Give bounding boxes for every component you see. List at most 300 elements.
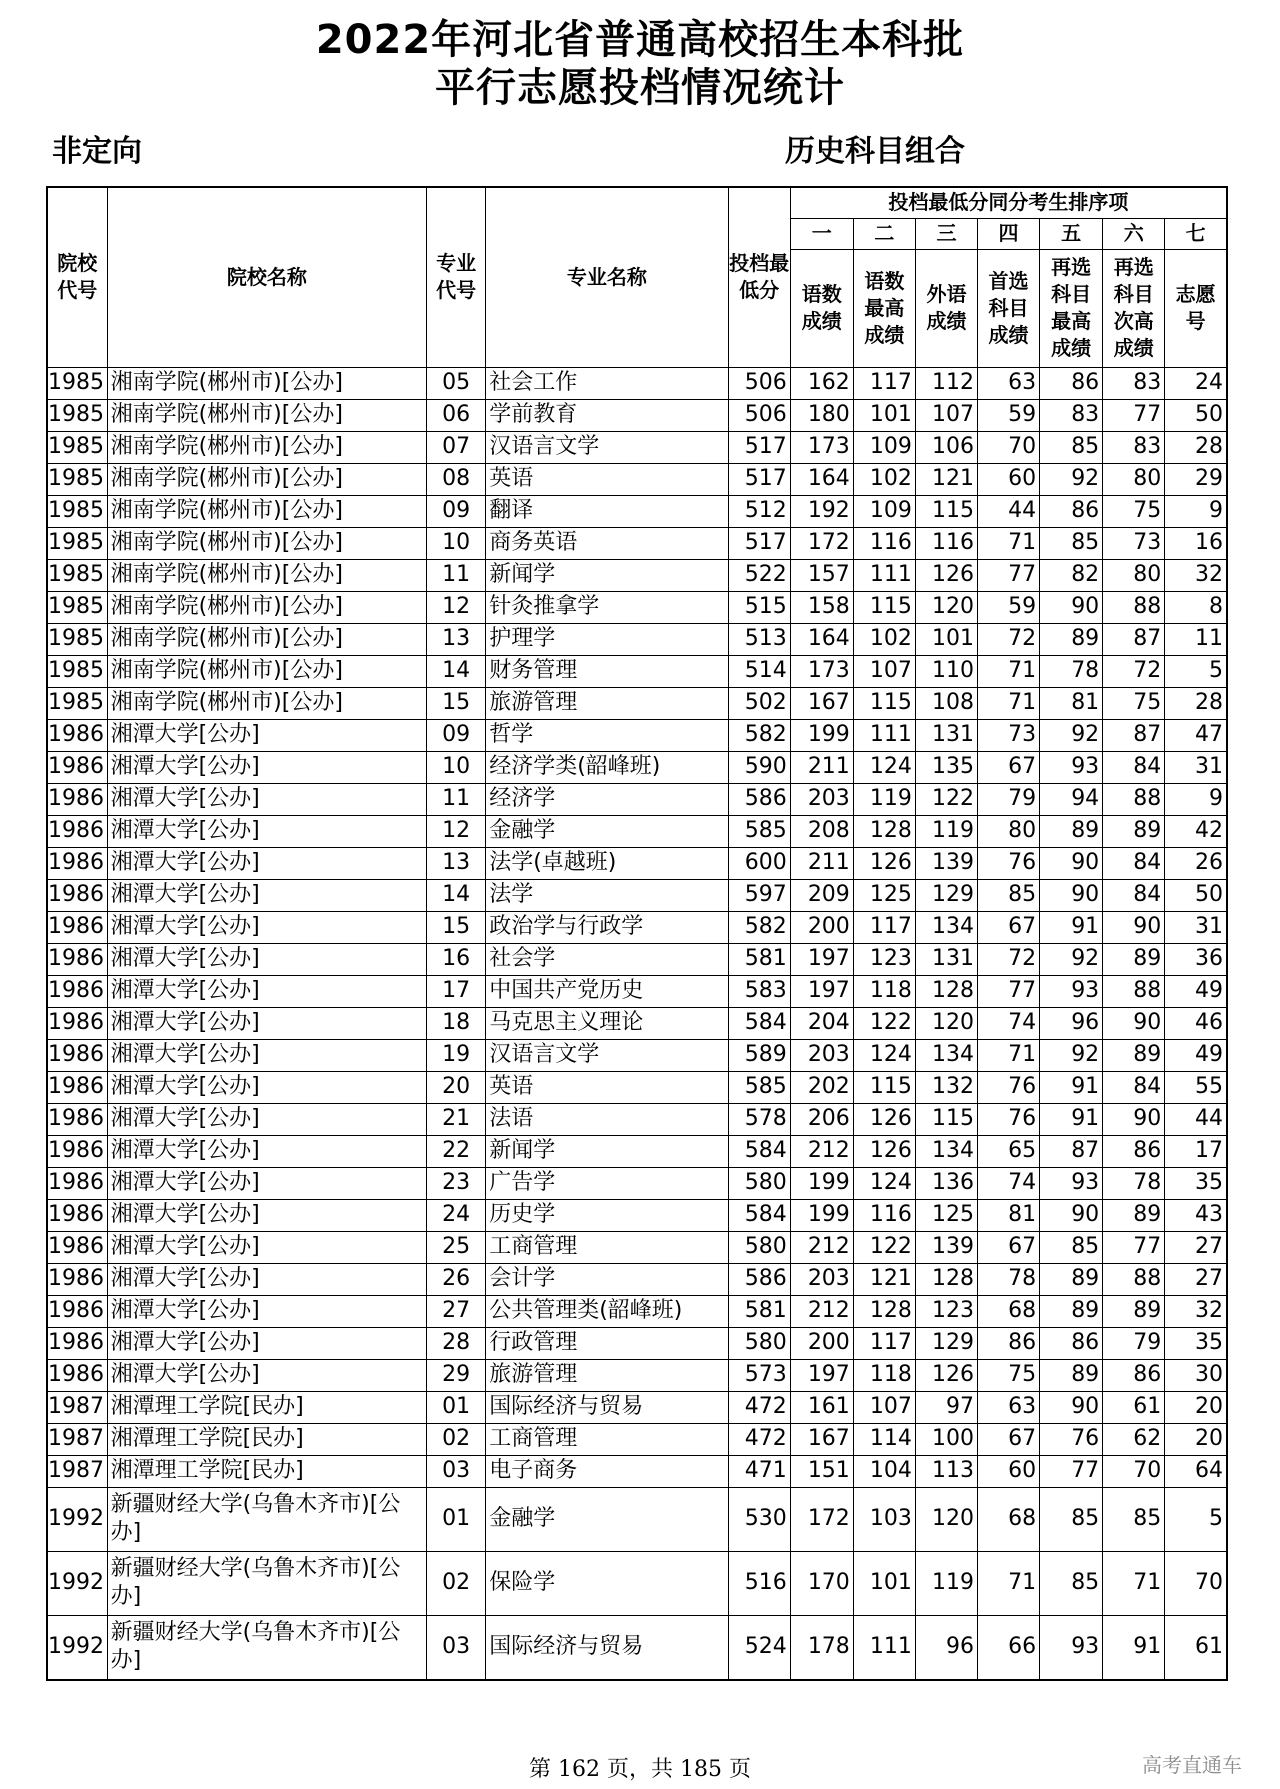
cell-rank-7: 5 bbox=[1165, 1487, 1227, 1551]
header-rank-number: 一 bbox=[790, 218, 853, 249]
table-row bbox=[47, 1615, 1227, 1680]
cell-rank-5: 89 bbox=[1040, 1295, 1103, 1327]
cell-rank-4: 74 bbox=[978, 1167, 1040, 1199]
cell-major-name: 旅游管理 bbox=[486, 1359, 728, 1391]
cell-rank-2: 116 bbox=[853, 527, 915, 559]
cell-rank-5: 85 bbox=[1040, 1487, 1103, 1551]
cell-rank-3: 122 bbox=[915, 783, 977, 815]
cell-rank-7: 28 bbox=[1165, 431, 1227, 463]
watermark: 高考直通车 bbox=[1142, 1753, 1242, 1777]
cell-rank-4: 66 bbox=[978, 1615, 1040, 1680]
cell-major-code: 17 bbox=[427, 975, 486, 1007]
cell-rank-6: 88 bbox=[1103, 591, 1165, 623]
cell-rank-1: 173 bbox=[790, 431, 853, 463]
cell-rank-7: 9 bbox=[1165, 783, 1227, 815]
cell-major-code: 21 bbox=[427, 1103, 486, 1135]
cell-school-name: 湘潭大学[公办] bbox=[107, 1327, 427, 1359]
cell-rank-4: 60 bbox=[978, 463, 1040, 495]
cell-rank-3: 128 bbox=[915, 1263, 977, 1295]
cell-school-code: 1986 bbox=[47, 1199, 107, 1231]
cell-major-name: 针灸推拿学 bbox=[486, 591, 728, 623]
cell-rank-6: 88 bbox=[1103, 975, 1165, 1007]
cell-rank-3: 129 bbox=[915, 1327, 977, 1359]
cell-rank-5: 90 bbox=[1040, 847, 1103, 879]
cell-major-code: 13 bbox=[427, 847, 486, 879]
cell-school-name: 新疆财经大学(乌鲁木齐市)[公办] bbox=[107, 1615, 427, 1680]
cell-major-code: 10 bbox=[427, 751, 486, 783]
cell-rank-5: 93 bbox=[1040, 1615, 1103, 1680]
cell-rank-2: 124 bbox=[853, 1039, 915, 1071]
cell-rank-4: 71 bbox=[978, 1039, 1040, 1071]
cell-rank-2: 114 bbox=[853, 1423, 915, 1455]
cell-min-score: 583 bbox=[728, 975, 790, 1007]
cell-rank-6: 86 bbox=[1103, 1359, 1165, 1391]
cell-rank-4: 59 bbox=[978, 591, 1040, 623]
cell-min-score: 585 bbox=[728, 815, 790, 847]
cell-school-code: 1985 bbox=[47, 399, 107, 431]
cell-major-name: 法学 bbox=[486, 879, 728, 911]
cell-rank-7: 49 bbox=[1165, 975, 1227, 1007]
cell-rank-3: 108 bbox=[915, 687, 977, 719]
cell-rank-6: 62 bbox=[1103, 1423, 1165, 1455]
cell-min-score: 573 bbox=[728, 1359, 790, 1391]
cell-rank-2: 124 bbox=[853, 751, 915, 783]
cell-rank-2: 109 bbox=[853, 495, 915, 527]
cell-rank-6: 77 bbox=[1103, 399, 1165, 431]
cell-major-code: 11 bbox=[427, 783, 486, 815]
cell-major-code: 10 bbox=[427, 527, 486, 559]
cell-school-code: 1985 bbox=[47, 655, 107, 687]
cell-school-code: 1986 bbox=[47, 879, 107, 911]
cell-rank-4: 67 bbox=[978, 911, 1040, 943]
cell-rank-2: 101 bbox=[853, 1551, 915, 1615]
cell-major-code: 11 bbox=[427, 559, 486, 591]
cell-major-code: 12 bbox=[427, 815, 486, 847]
cell-rank-7: 35 bbox=[1165, 1327, 1227, 1359]
cell-school-code: 1985 bbox=[47, 495, 107, 527]
cell-major-code: 03 bbox=[427, 1615, 486, 1680]
cell-rank-2: 122 bbox=[853, 1231, 915, 1263]
table-row bbox=[47, 591, 1227, 623]
cell-major-name: 广告学 bbox=[486, 1167, 728, 1199]
cell-min-score: 600 bbox=[728, 847, 790, 879]
cell-school-code: 1986 bbox=[47, 783, 107, 815]
cell-major-code: 27 bbox=[427, 1295, 486, 1327]
cell-school-name: 湘南学院(郴州市)[公办] bbox=[107, 527, 427, 559]
cell-rank-1: 203 bbox=[790, 1263, 853, 1295]
cell-rank-2: 117 bbox=[853, 1327, 915, 1359]
cell-rank-5: 89 bbox=[1040, 815, 1103, 847]
cell-school-code: 1986 bbox=[47, 1295, 107, 1327]
cell-rank-6: 72 bbox=[1103, 655, 1165, 687]
cell-school-name: 新疆财经大学(乌鲁木齐市)[公办] bbox=[107, 1487, 427, 1551]
cell-school-code: 1985 bbox=[47, 431, 107, 463]
cell-rank-2: 118 bbox=[853, 975, 915, 1007]
cell-rank-4: 71 bbox=[978, 687, 1040, 719]
cell-rank-7: 35 bbox=[1165, 1167, 1227, 1199]
cell-rank-1: 162 bbox=[790, 367, 853, 399]
cell-rank-6: 85 bbox=[1103, 1487, 1165, 1551]
table-row bbox=[47, 495, 1227, 527]
cell-rank-6: 89 bbox=[1103, 815, 1165, 847]
cell-major-code: 03 bbox=[427, 1455, 486, 1487]
header-rank-number: 二 bbox=[853, 218, 915, 249]
cell-rank-1: 208 bbox=[790, 815, 853, 847]
cell-rank-1: 167 bbox=[790, 687, 853, 719]
cell-rank-6: 84 bbox=[1103, 847, 1165, 879]
cell-min-score: 517 bbox=[728, 463, 790, 495]
cell-rank-6: 87 bbox=[1103, 719, 1165, 751]
cell-rank-1: 206 bbox=[790, 1103, 853, 1135]
cell-major-name: 马克思主义理论 bbox=[486, 1007, 728, 1039]
cell-rank-4: 67 bbox=[978, 1231, 1040, 1263]
cell-rank-2: 102 bbox=[853, 463, 915, 495]
table-row bbox=[47, 399, 1227, 431]
cell-rank-5: 96 bbox=[1040, 1007, 1103, 1039]
cell-school-code: 1986 bbox=[47, 1103, 107, 1135]
cell-school-code: 1986 bbox=[47, 1263, 107, 1295]
cell-rank-2: 117 bbox=[853, 367, 915, 399]
cell-rank-1: 209 bbox=[790, 879, 853, 911]
cell-rank-6: 75 bbox=[1103, 687, 1165, 719]
cell-rank-1: 211 bbox=[790, 751, 853, 783]
cell-rank-6: 90 bbox=[1103, 1007, 1165, 1039]
cell-school-name: 湘潭大学[公办] bbox=[107, 1295, 427, 1327]
cell-rank-6: 84 bbox=[1103, 751, 1165, 783]
cell-rank-7: 36 bbox=[1165, 943, 1227, 975]
table-row bbox=[47, 943, 1227, 975]
cell-major-name: 翻译 bbox=[486, 495, 728, 527]
cell-rank-5: 86 bbox=[1040, 1327, 1103, 1359]
cell-rank-5: 89 bbox=[1040, 1359, 1103, 1391]
cell-rank-3: 125 bbox=[915, 1199, 977, 1231]
cell-rank-3: 97 bbox=[915, 1391, 977, 1423]
cell-rank-2: 126 bbox=[853, 1135, 915, 1167]
cell-rank-2: 111 bbox=[853, 719, 915, 751]
cell-rank-2: 126 bbox=[853, 847, 915, 879]
cell-rank-3: 136 bbox=[915, 1167, 977, 1199]
cell-rank-2: 109 bbox=[853, 431, 915, 463]
cell-school-name: 湘南学院(郴州市)[公办] bbox=[107, 591, 427, 623]
cell-rank-3: 115 bbox=[915, 495, 977, 527]
cell-major-name: 法语 bbox=[486, 1103, 728, 1135]
cell-rank-3: 123 bbox=[915, 1295, 977, 1327]
cell-school-name: 湘潭大学[公办] bbox=[107, 911, 427, 943]
cell-min-score: 597 bbox=[728, 879, 790, 911]
cell-rank-4: 71 bbox=[978, 655, 1040, 687]
cell-rank-6: 80 bbox=[1103, 559, 1165, 591]
cell-major-code: 14 bbox=[427, 879, 486, 911]
cell-min-score: 506 bbox=[728, 367, 790, 399]
cell-rank-5: 90 bbox=[1040, 879, 1103, 911]
cell-rank-1: 212 bbox=[790, 1231, 853, 1263]
cell-major-name: 旅游管理 bbox=[486, 687, 728, 719]
cell-rank-7: 20 bbox=[1165, 1423, 1227, 1455]
cell-rank-5: 90 bbox=[1040, 1391, 1103, 1423]
cell-school-code: 1986 bbox=[47, 751, 107, 783]
cell-major-name: 英语 bbox=[486, 1071, 728, 1103]
cell-rank-3: 132 bbox=[915, 1071, 977, 1103]
cell-school-name: 湘潭大学[公办] bbox=[107, 1199, 427, 1231]
cell-rank-6: 88 bbox=[1103, 783, 1165, 815]
cell-rank-7: 46 bbox=[1165, 1007, 1227, 1039]
table-row bbox=[47, 1295, 1227, 1327]
cell-min-score: 506 bbox=[728, 399, 790, 431]
table-row bbox=[47, 1359, 1227, 1391]
cell-major-name: 新闻学 bbox=[486, 559, 728, 591]
cell-rank-7: 49 bbox=[1165, 1039, 1227, 1071]
cell-rank-7: 28 bbox=[1165, 687, 1227, 719]
cell-rank-3: 126 bbox=[915, 1359, 977, 1391]
cell-rank-4: 68 bbox=[978, 1295, 1040, 1327]
table-row bbox=[47, 463, 1227, 495]
header-rank-item: 首选科目成绩 bbox=[978, 249, 1040, 367]
cell-rank-7: 31 bbox=[1165, 911, 1227, 943]
cell-school-code: 1985 bbox=[47, 687, 107, 719]
header-min-score: 投档最低分 bbox=[728, 187, 790, 367]
cell-min-score: 585 bbox=[728, 1071, 790, 1103]
cell-rank-6: 83 bbox=[1103, 431, 1165, 463]
cell-rank-7: 26 bbox=[1165, 847, 1227, 879]
cell-major-name: 学前教育 bbox=[486, 399, 728, 431]
subtitle-subject-group: 历史科目组合 bbox=[785, 134, 965, 169]
cell-rank-5: 93 bbox=[1040, 1167, 1103, 1199]
cell-major-code: 15 bbox=[427, 911, 486, 943]
cell-major-code: 02 bbox=[427, 1423, 486, 1455]
cell-school-name: 湘南学院(郴州市)[公办] bbox=[107, 495, 427, 527]
cell-rank-6: 78 bbox=[1103, 1167, 1165, 1199]
cell-rank-1: 200 bbox=[790, 911, 853, 943]
cell-major-name: 护理学 bbox=[486, 623, 728, 655]
cell-rank-3: 120 bbox=[915, 1007, 977, 1039]
cell-rank-4: 77 bbox=[978, 975, 1040, 1007]
cell-major-code: 09 bbox=[427, 719, 486, 751]
cell-rank-1: 197 bbox=[790, 943, 853, 975]
cell-school-code: 1985 bbox=[47, 463, 107, 495]
cell-rank-3: 119 bbox=[915, 815, 977, 847]
cell-rank-3: 107 bbox=[915, 399, 977, 431]
cell-rank-3: 139 bbox=[915, 847, 977, 879]
cell-rank-7: 61 bbox=[1165, 1615, 1227, 1680]
cell-rank-5: 85 bbox=[1040, 527, 1103, 559]
cell-min-score: 580 bbox=[728, 1231, 790, 1263]
cell-rank-1: 178 bbox=[790, 1615, 853, 1680]
cell-rank-1: 211 bbox=[790, 847, 853, 879]
cell-min-score: 590 bbox=[728, 751, 790, 783]
header-rank-item: 再选科目次高成绩 bbox=[1103, 249, 1165, 367]
cell-rank-1: 173 bbox=[790, 655, 853, 687]
cell-major-code: 28 bbox=[427, 1327, 486, 1359]
table-body bbox=[47, 367, 1227, 1680]
cell-rank-5: 92 bbox=[1040, 943, 1103, 975]
cell-rank-6: 84 bbox=[1103, 879, 1165, 911]
cell-rank-1: 199 bbox=[790, 1167, 853, 1199]
cell-min-score: 471 bbox=[728, 1455, 790, 1487]
cell-major-name: 金融学 bbox=[486, 815, 728, 847]
cell-school-name: 湘潭大学[公办] bbox=[107, 975, 427, 1007]
cell-school-name: 湘潭大学[公办] bbox=[107, 1135, 427, 1167]
cell-rank-1: 161 bbox=[790, 1391, 853, 1423]
page-title-line2: 平行志愿投档情况统计 bbox=[435, 65, 845, 111]
header-rank-item: 志愿号 bbox=[1165, 249, 1227, 367]
table-row bbox=[47, 1551, 1227, 1615]
page-footer: 第 162 页，共 185 页 bbox=[529, 1757, 751, 1782]
cell-rank-1: 151 bbox=[790, 1455, 853, 1487]
table-row bbox=[47, 911, 1227, 943]
cell-rank-5: 90 bbox=[1040, 1199, 1103, 1231]
cell-rank-1: 212 bbox=[790, 1295, 853, 1327]
cell-major-code: 25 bbox=[427, 1231, 486, 1263]
table-row bbox=[47, 847, 1227, 879]
cell-major-name: 新闻学 bbox=[486, 1135, 728, 1167]
cell-rank-2: 119 bbox=[853, 783, 915, 815]
table-row bbox=[47, 559, 1227, 591]
cell-major-name: 政治学与行政学 bbox=[486, 911, 728, 943]
table-row bbox=[47, 1263, 1227, 1295]
cell-rank-4: 76 bbox=[978, 847, 1040, 879]
cell-rank-7: 64 bbox=[1165, 1455, 1227, 1487]
cell-rank-3: 106 bbox=[915, 431, 977, 463]
cell-rank-5: 93 bbox=[1040, 975, 1103, 1007]
table-row bbox=[47, 815, 1227, 847]
cell-rank-4: 76 bbox=[978, 1103, 1040, 1135]
cell-school-name: 湘南学院(郴州市)[公办] bbox=[107, 399, 427, 431]
cell-major-name: 工商管理 bbox=[486, 1423, 728, 1455]
header-rank-number: 六 bbox=[1103, 218, 1165, 249]
cell-rank-3: 139 bbox=[915, 1231, 977, 1263]
cell-school-code: 1986 bbox=[47, 1071, 107, 1103]
cell-school-name: 湘潭大学[公办] bbox=[107, 1071, 427, 1103]
header-rank-number: 三 bbox=[915, 218, 977, 249]
cell-min-score: 582 bbox=[728, 719, 790, 751]
cell-rank-6: 91 bbox=[1103, 1615, 1165, 1680]
cell-rank-7: 29 bbox=[1165, 463, 1227, 495]
table-row bbox=[47, 1039, 1227, 1071]
cell-rank-7: 8 bbox=[1165, 591, 1227, 623]
cell-rank-3: 113 bbox=[915, 1455, 977, 1487]
cell-min-score: 472 bbox=[728, 1423, 790, 1455]
cell-rank-4: 75 bbox=[978, 1359, 1040, 1391]
cell-major-name: 汉语言文学 bbox=[486, 1039, 728, 1071]
cell-rank-3: 126 bbox=[915, 559, 977, 591]
cell-school-code: 1985 bbox=[47, 591, 107, 623]
cell-rank-6: 84 bbox=[1103, 1071, 1165, 1103]
cell-major-code: 08 bbox=[427, 463, 486, 495]
cell-min-score: 586 bbox=[728, 1263, 790, 1295]
cell-rank-2: 118 bbox=[853, 1359, 915, 1391]
table-row bbox=[47, 1487, 1227, 1551]
cell-rank-7: 70 bbox=[1165, 1551, 1227, 1615]
cell-rank-1: 200 bbox=[790, 1327, 853, 1359]
cell-rank-7: 16 bbox=[1165, 527, 1227, 559]
cell-major-name: 哲学 bbox=[486, 719, 728, 751]
cell-rank-5: 92 bbox=[1040, 719, 1103, 751]
admission-table bbox=[46, 186, 1228, 1681]
cell-min-score: 581 bbox=[728, 1295, 790, 1327]
cell-rank-7: 44 bbox=[1165, 1103, 1227, 1135]
cell-rank-3: 121 bbox=[915, 463, 977, 495]
cell-major-name: 经济学 bbox=[486, 783, 728, 815]
header-rank-number: 七 bbox=[1165, 218, 1227, 249]
table-row bbox=[47, 623, 1227, 655]
cell-school-code: 1986 bbox=[47, 975, 107, 1007]
cell-rank-5: 85 bbox=[1040, 1551, 1103, 1615]
cell-major-code: 29 bbox=[427, 1359, 486, 1391]
cell-rank-2: 101 bbox=[853, 399, 915, 431]
cell-major-code: 13 bbox=[427, 623, 486, 655]
cell-rank-5: 85 bbox=[1040, 1231, 1103, 1263]
cell-school-name: 湘潭大学[公办] bbox=[107, 1039, 427, 1071]
cell-rank-5: 89 bbox=[1040, 1263, 1103, 1295]
cell-rank-4: 72 bbox=[978, 623, 1040, 655]
cell-major-name: 财务管理 bbox=[486, 655, 728, 687]
table-row bbox=[47, 1455, 1227, 1487]
table-row bbox=[47, 1007, 1227, 1039]
cell-rank-6: 73 bbox=[1103, 527, 1165, 559]
cell-rank-1: 158 bbox=[790, 591, 853, 623]
cell-rank-2: 122 bbox=[853, 1007, 915, 1039]
cell-rank-1: 172 bbox=[790, 527, 853, 559]
subtitle-category: 非定向 bbox=[52, 134, 142, 169]
cell-rank-1: 212 bbox=[790, 1135, 853, 1167]
table-row bbox=[47, 751, 1227, 783]
table-row bbox=[47, 1103, 1227, 1135]
cell-rank-1: 170 bbox=[790, 1551, 853, 1615]
cell-school-name: 湘南学院(郴州市)[公办] bbox=[107, 623, 427, 655]
table-row bbox=[47, 975, 1227, 1007]
cell-rank-1: 199 bbox=[790, 1199, 853, 1231]
cell-rank-5: 94 bbox=[1040, 783, 1103, 815]
cell-rank-3: 134 bbox=[915, 911, 977, 943]
cell-school-name: 湘潭大学[公办] bbox=[107, 1263, 427, 1295]
cell-rank-2: 115 bbox=[853, 687, 915, 719]
table-row bbox=[47, 1167, 1227, 1199]
cell-rank-7: 9 bbox=[1165, 495, 1227, 527]
cell-rank-6: 87 bbox=[1103, 623, 1165, 655]
table-row bbox=[47, 687, 1227, 719]
cell-rank-1: 204 bbox=[790, 1007, 853, 1039]
cell-major-name: 社会学 bbox=[486, 943, 728, 975]
cell-min-score: 472 bbox=[728, 1391, 790, 1423]
cell-major-name: 法学(卓越班) bbox=[486, 847, 728, 879]
cell-rank-6: 89 bbox=[1103, 1199, 1165, 1231]
cell-rank-4: 67 bbox=[978, 1423, 1040, 1455]
cell-major-code: 01 bbox=[427, 1391, 486, 1423]
cell-rank-3: 134 bbox=[915, 1039, 977, 1071]
cell-rank-2: 128 bbox=[853, 1295, 915, 1327]
header-major-name: 专业名称 bbox=[486, 187, 728, 367]
cell-rank-6: 90 bbox=[1103, 911, 1165, 943]
cell-school-code: 1985 bbox=[47, 367, 107, 399]
cell-rank-2: 107 bbox=[853, 1391, 915, 1423]
cell-school-name: 湘潭大学[公办] bbox=[107, 783, 427, 815]
cell-major-name: 汉语言文学 bbox=[486, 431, 728, 463]
cell-major-name: 历史学 bbox=[486, 1199, 728, 1231]
cell-rank-6: 83 bbox=[1103, 367, 1165, 399]
cell-school-name: 湘潭大学[公办] bbox=[107, 719, 427, 751]
cell-rank-3: 101 bbox=[915, 623, 977, 655]
cell-school-name: 湘潭大学[公办] bbox=[107, 751, 427, 783]
cell-rank-6: 88 bbox=[1103, 1263, 1165, 1295]
cell-rank-3: 120 bbox=[915, 591, 977, 623]
cell-rank-3: 128 bbox=[915, 975, 977, 1007]
cell-rank-2: 104 bbox=[853, 1455, 915, 1487]
cell-school-name: 湘南学院(郴州市)[公办] bbox=[107, 687, 427, 719]
cell-rank-1: 203 bbox=[790, 783, 853, 815]
cell-min-score: 514 bbox=[728, 655, 790, 687]
cell-rank-1: 202 bbox=[790, 1071, 853, 1103]
cell-rank-3: 100 bbox=[915, 1423, 977, 1455]
